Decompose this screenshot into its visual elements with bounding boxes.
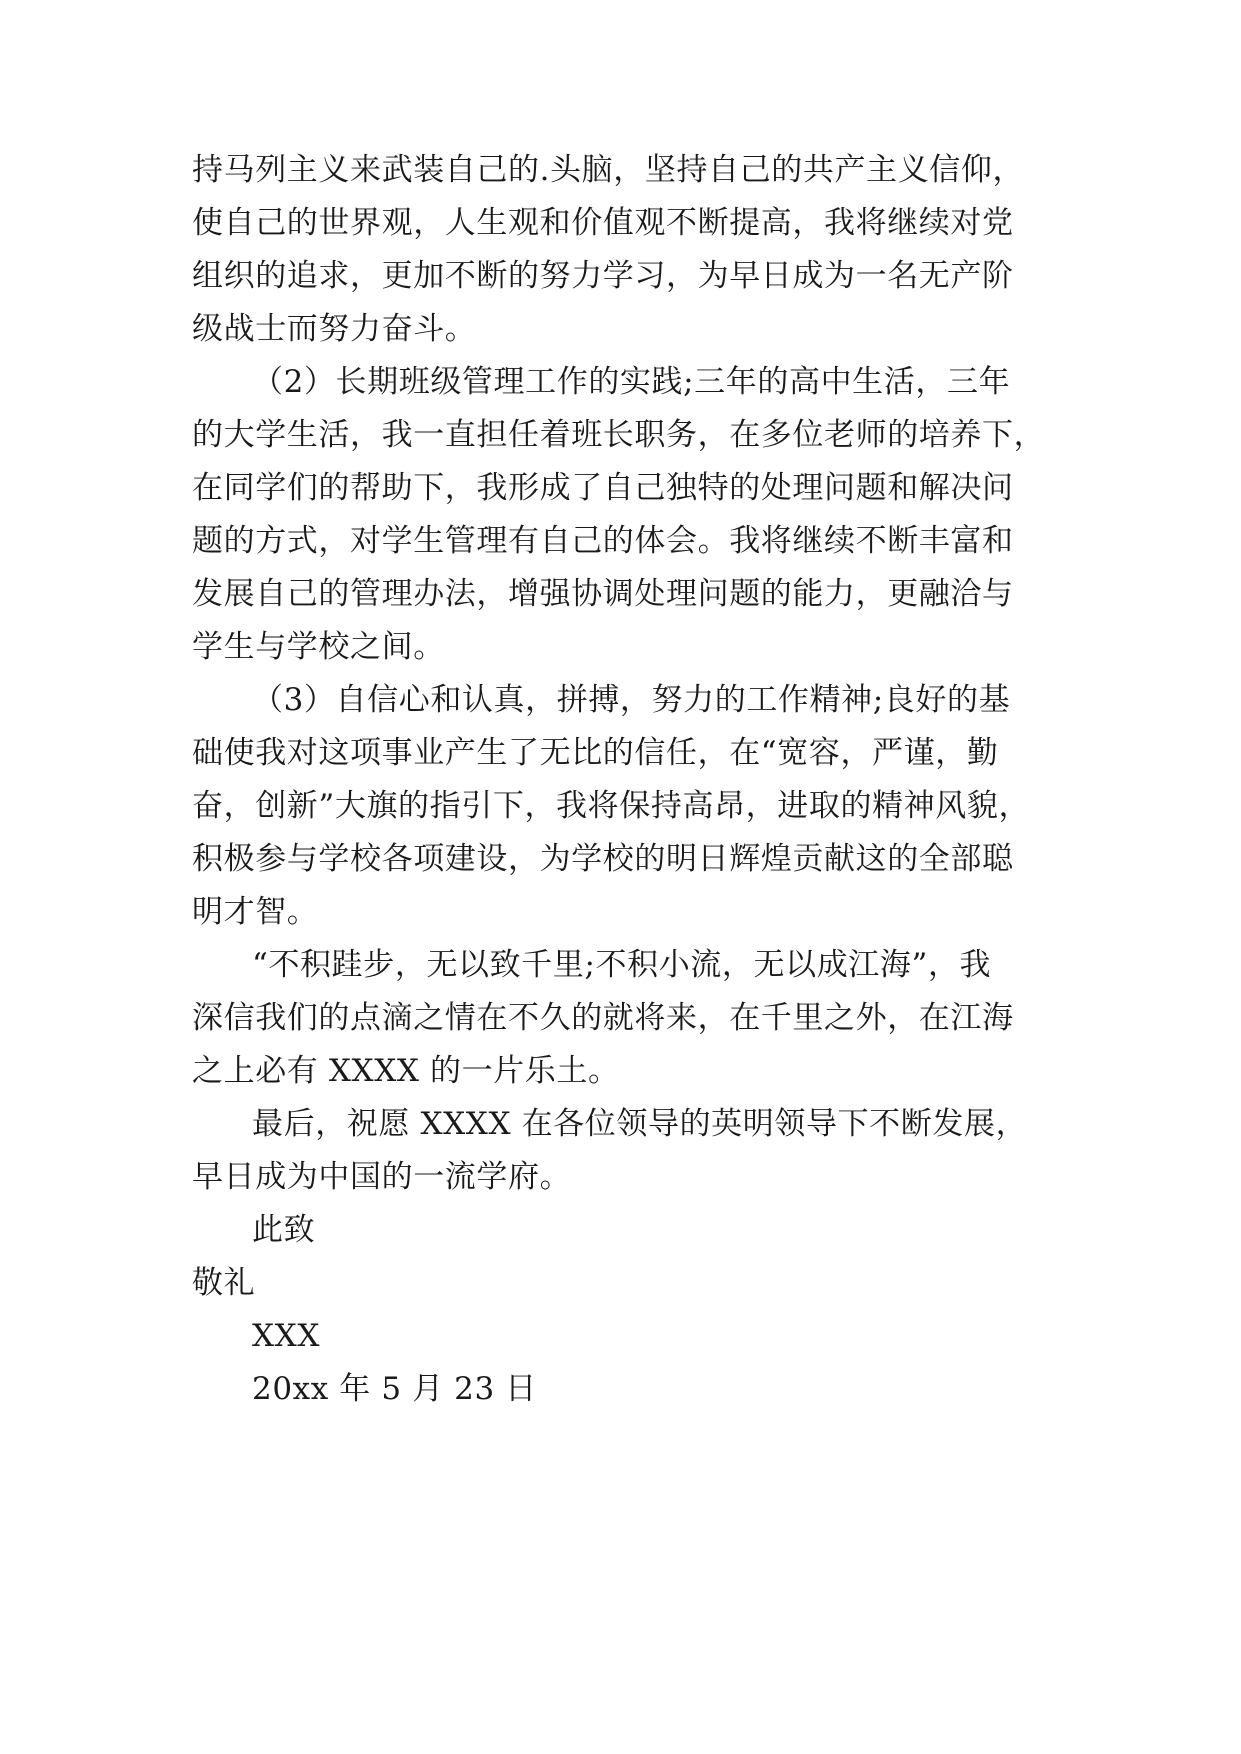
signature-date: 20xx 年 5 月 23 日	[252, 1371, 537, 1407]
paragraph-2-line-3: 在同学们的帮助下，我形成了自己独特的处理问题和解决问	[192, 470, 1014, 506]
paragraph-3-line-2: 础使我对这项事业产生了无比的信任，在“宽容，严谨，勤	[192, 735, 999, 771]
paragraph-3-line-4: 积极参与学校各项建设，为学校的明日辉煌贡献这的全部聪	[192, 841, 1014, 877]
paragraph-5-line-1: 最后，祝愿 XXXX 在各位领导的英明领导下不断发展，	[252, 1106, 1028, 1142]
paragraph-1-line-3: 组织的追求，更加不断的努力学习，为早日成为一名无产阶	[192, 258, 1014, 294]
paragraph-5-line-2: 早日成为中国的一流学府。	[192, 1159, 572, 1195]
paragraph-4-line-3: 之上必有 XXXX 的一片乐土。	[192, 1053, 620, 1089]
paragraph-2-line-2: 的大学生活，我一直担任着班长职务，在多位老师的培养下，	[192, 417, 1046, 453]
paragraph-4-line-2: 深信我们的点滴之情在不久的就将来，在千里之外，在江海	[192, 1000, 1014, 1036]
paragraph-2-line-4: 题的方式，对学生管理有自己的体会。我将继续不断丰富和	[192, 523, 1014, 559]
paragraph-3-line-5: 明才智。	[192, 894, 319, 930]
closing-salutation: 此致	[252, 1212, 316, 1248]
paragraph-2-line-1: （2）长期班级管理工作的实践;三年的高中生活，三年	[252, 364, 1011, 400]
paragraph-3-line-3: 奋，创新”大旗的指引下，我将保持高昂，进取的精神风貌，	[192, 788, 1031, 824]
paragraph-4-line-1: “不积跬步，无以致千里;不积小流，无以成江海”，我	[252, 947, 992, 983]
paragraph-2-line-5: 发展自己的管理办法，增强协调处理问题的能力，更融洽与	[192, 576, 1014, 612]
closing-respect: 敬礼	[192, 1265, 256, 1301]
paragraph-2-line-6: 学生与学校之间。	[192, 629, 445, 665]
paragraph-1-line-4: 级战士而努力奋斗。	[192, 311, 477, 347]
paragraph-1-line-2: 使自己的世界观，人生观和价值观不断提高，我将继续对党	[192, 205, 1014, 241]
paragraph-3-line-1: （3）自信心和认真，拼搏，努力的工作精神;良好的基	[252, 682, 1011, 718]
paragraph-1-line-1: 持马列主义来武装自己的.头脑，坚持自己的共产主义信仰，	[192, 152, 1025, 188]
signature-name: XXX	[252, 1318, 321, 1354]
